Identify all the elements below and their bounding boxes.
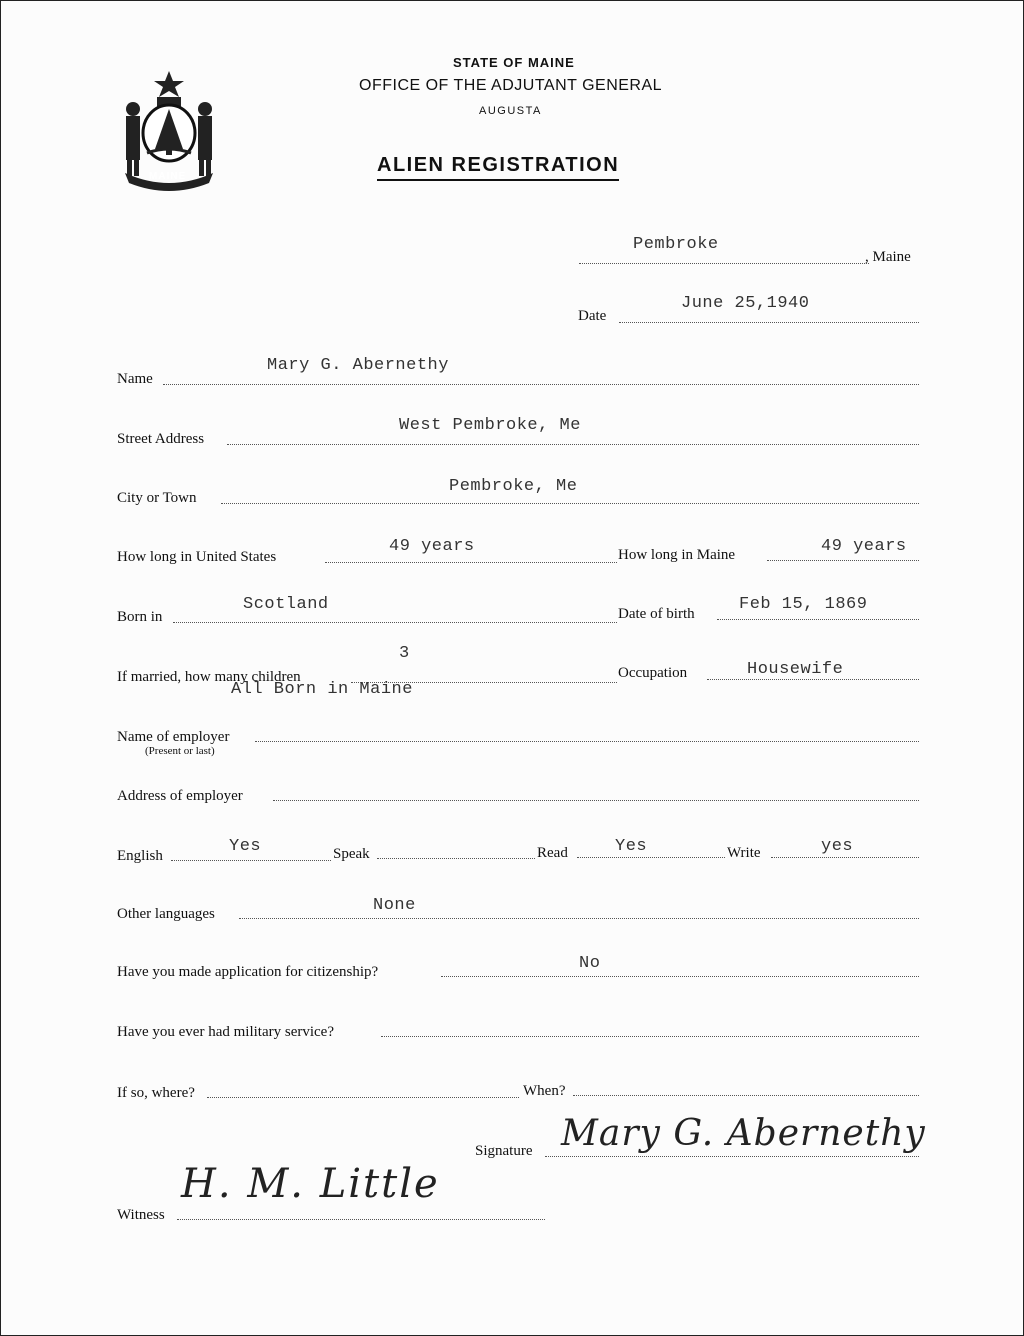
seal-banner-text: MAINE — [149, 171, 187, 182]
signature-label: Signature — [475, 1143, 533, 1159]
english-label: English — [117, 848, 163, 864]
other-languages-label: Other languages — [117, 906, 215, 922]
other-languages-value: None — [373, 896, 416, 915]
read-value: Yes — [615, 837, 648, 856]
employer-label: Name of employer — [117, 729, 230, 745]
read-line — [577, 857, 725, 858]
write-label: Write — [727, 845, 761, 861]
children-line — [351, 682, 617, 683]
street-value: West Pembroke, Me — [399, 416, 581, 435]
employer-address-line — [273, 800, 919, 801]
children-label: If married, how many children — [117, 669, 301, 685]
write-value: yes — [821, 837, 854, 856]
occupation-line — [707, 679, 919, 680]
military-line — [381, 1036, 919, 1037]
born-line — [173, 622, 617, 623]
children-value: 3 — [399, 644, 410, 663]
when-label: When? — [523, 1083, 566, 1099]
read-label: Read — [537, 845, 568, 861]
occupation-label: Occupation — [618, 665, 688, 681]
witness-label: Witness — [117, 1207, 165, 1223]
street-line — [227, 444, 919, 445]
where-line — [207, 1097, 519, 1098]
signature-line — [545, 1156, 919, 1157]
employer-sublabel: (Present or last) — [145, 745, 215, 757]
citizenship-label: Have you made application for citizenship? — [117, 964, 379, 980]
signature-value: Mary G. Abernethy — [561, 1113, 926, 1154]
city-value: Pembroke, Me — [449, 477, 578, 496]
maine-time-label: How long in Maine — [618, 547, 736, 563]
street-label: Street Address — [117, 431, 205, 447]
office-heading: OFFICE OF THE ADJUTANT GENERAL — [359, 77, 663, 94]
dob-label: Date of birth — [618, 606, 695, 622]
children-note: All Born in Maine — [231, 680, 413, 699]
citizenship-value: No — [579, 954, 601, 973]
witness-value: H. M. Little — [181, 1161, 440, 1207]
name-line — [163, 384, 919, 385]
other-languages-line — [239, 918, 919, 919]
place-suffix: , Maine — [865, 249, 911, 265]
page-title: ALIEN REGISTRATION — [377, 154, 619, 181]
us-time-value: 49 years — [389, 537, 475, 556]
born-label: Born in — [117, 609, 163, 625]
speak-line — [377, 858, 535, 859]
date-line — [619, 322, 919, 323]
maine-time-value: 49 years — [821, 537, 907, 556]
maine-seal-icon — [113, 69, 225, 193]
where-label: If so, where? — [117, 1085, 195, 1101]
city-label: City or Town — [117, 490, 197, 506]
english-value: Yes — [229, 837, 262, 856]
employer-address-label: Address of employer — [117, 788, 243, 804]
city-heading: AUGUSTA — [479, 105, 542, 117]
us-time-label: How long in United States — [117, 549, 277, 565]
occupation-value: Housewife — [747, 660, 844, 679]
state-heading: STATE OF MAINE — [453, 55, 575, 70]
write-line — [771, 857, 919, 858]
date-label: Date — [578, 308, 607, 324]
employer-line — [255, 741, 919, 742]
born-value: Scotland — [243, 595, 329, 614]
date-value: June 25,1940 — [681, 294, 810, 313]
dob-value: Feb 15, 1869 — [739, 595, 868, 614]
dob-line — [717, 619, 919, 620]
city-line — [221, 503, 919, 504]
name-label: Name — [117, 371, 153, 387]
witness-line — [177, 1219, 545, 1220]
name-value: Mary G. Abernethy — [267, 356, 449, 375]
place-value: Pembroke — [633, 235, 719, 254]
speak-label: Speak — [333, 846, 370, 862]
place-line — [579, 263, 869, 264]
when-line — [573, 1095, 919, 1096]
citizenship-line — [441, 976, 919, 977]
military-label: Have you ever had military service? — [117, 1024, 334, 1040]
english-line — [171, 860, 331, 861]
maine-time-line — [767, 560, 919, 561]
us-time-line — [325, 562, 617, 563]
